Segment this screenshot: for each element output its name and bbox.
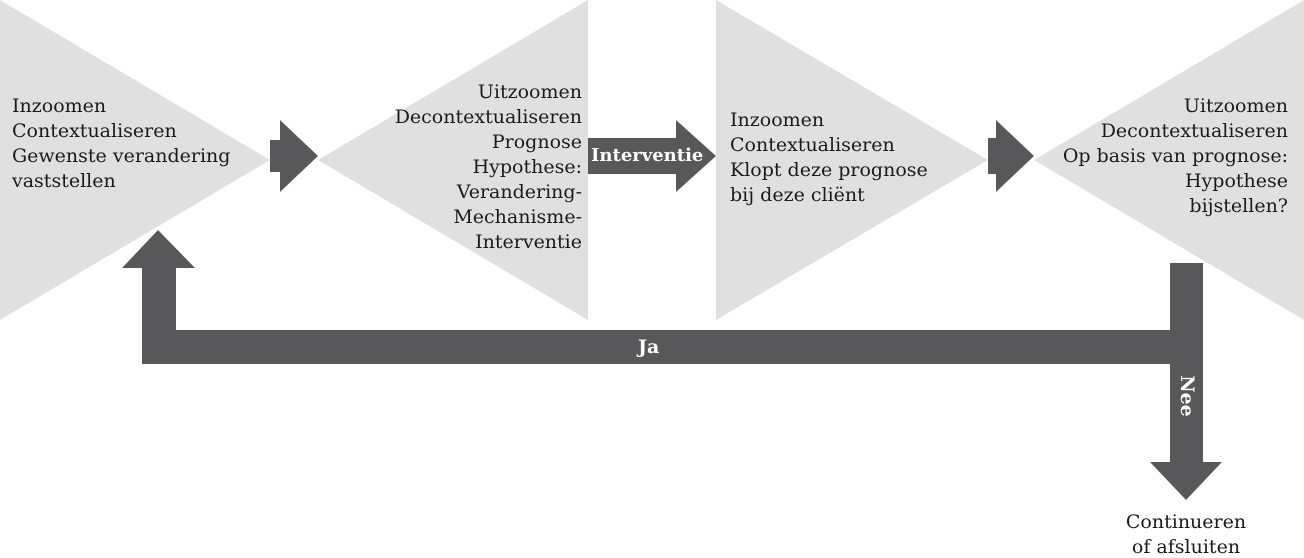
stage-4-line: Decontextualiseren <box>1100 120 1288 142</box>
stage-1-line: vaststellen <box>12 170 116 192</box>
stage-4-line: Uitzoomen <box>1183 95 1288 117</box>
stage-2-line: Mechanisme- <box>453 206 582 228</box>
stage-2-line: Decontextualiseren <box>394 106 582 128</box>
arrow-stage-3-to-4 <box>988 120 1034 192</box>
stage-2-line: Hypothese: <box>472 156 582 178</box>
stage-3-text <box>730 108 928 208</box>
stage-1-line: Gewenste verandering <box>12 145 231 167</box>
stage-2-line: Uitzoomen <box>477 81 582 103</box>
stage-2-text <box>395 80 582 255</box>
stage-4-text <box>1063 94 1288 219</box>
stage-3-line: Inzoomen <box>730 109 825 131</box>
yes-label: Ja <box>638 336 660 358</box>
stage-2-line: Verandering- <box>456 181 582 203</box>
intervention-label: Interventie <box>591 145 704 166</box>
outcome-line: of afsluiten <box>1131 536 1241 558</box>
stage-1-text <box>12 94 230 194</box>
stage-3-line: Contextualiseren <box>730 134 895 156</box>
stage-4-line: Hypothese <box>1184 170 1288 192</box>
stage-1-line: Inzoomen <box>12 95 107 117</box>
stage-2-line: Prognose <box>491 131 582 153</box>
outcome-text <box>1104 510 1268 558</box>
stage-1-line: Contextualiseren <box>12 120 177 142</box>
outcome-line: Continueren <box>1125 511 1247 533</box>
stage-3-line: bij deze cliënt <box>730 184 865 206</box>
no-label: Nee <box>1175 375 1198 417</box>
stage-4-line: bijstellen? <box>1189 195 1288 217</box>
arrow-stage-1-to-2 <box>270 120 318 192</box>
stage-2-line: Interventie <box>475 231 582 253</box>
stage-3-line: Klopt deze prognose <box>730 159 928 181</box>
stage-4-line: Op basis van prognose: <box>1062 145 1288 167</box>
